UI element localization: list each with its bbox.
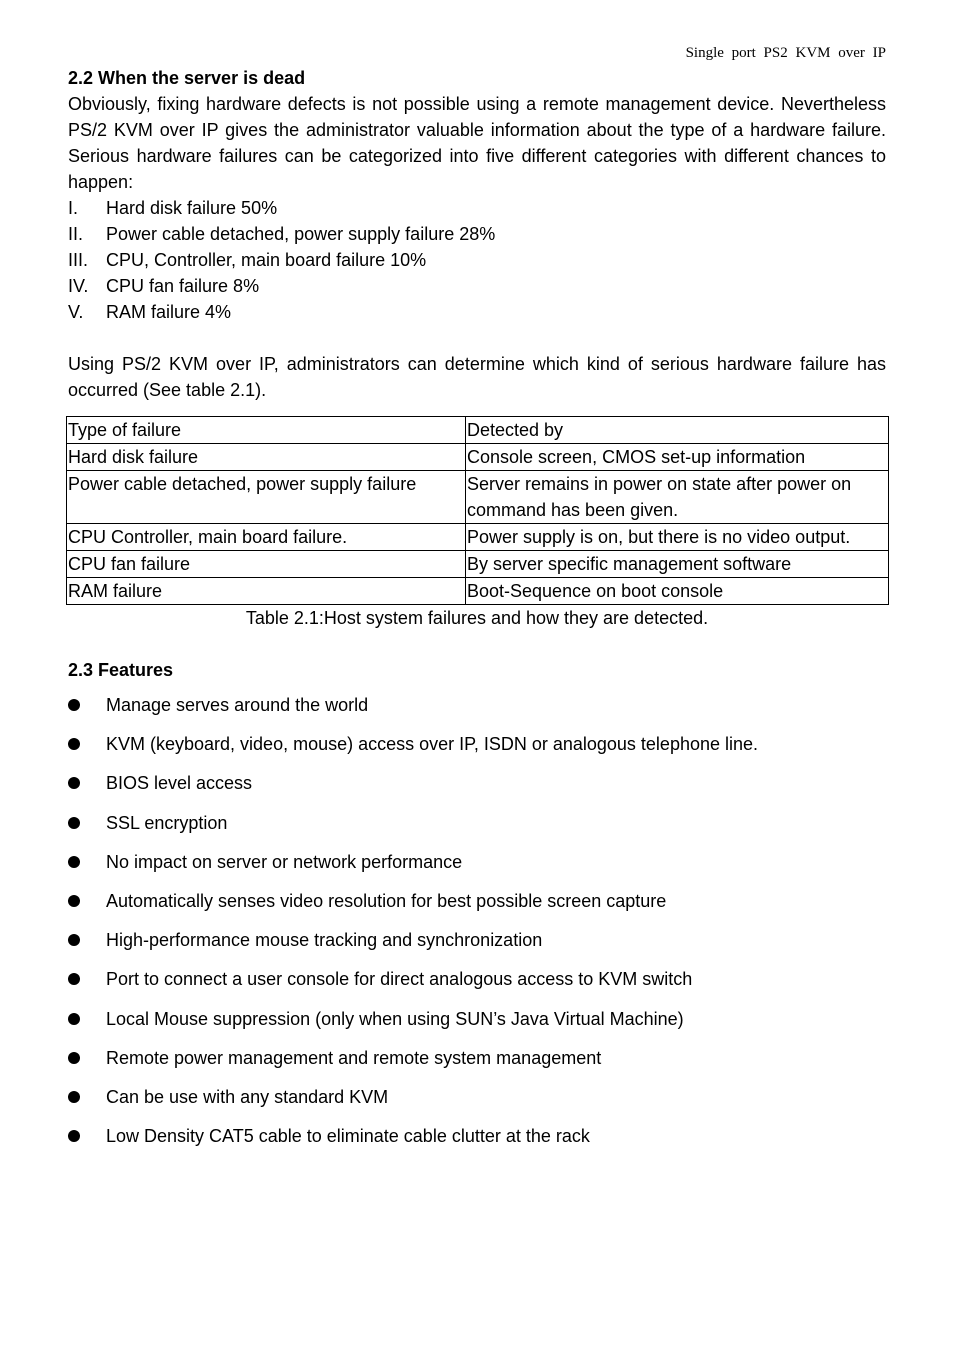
bullet-icon xyxy=(68,1052,80,1064)
list-number: V. xyxy=(68,302,84,322)
bullet-icon xyxy=(68,895,80,907)
feature-text: KVM (keyboard, video, mouse) access over IP, ISDN or analogous telephone line. xyxy=(106,734,759,755)
bullet-icon xyxy=(68,973,80,985)
list-text: Hard disk failure 50% xyxy=(106,198,278,218)
list-item xyxy=(68,195,886,221)
list-text: RAM failure 4% xyxy=(106,302,232,322)
list-item xyxy=(68,1084,886,1110)
table-cell: Server remains in power on state after power on command has been given. xyxy=(466,471,889,524)
section-heading-2-2: 2.2 When the server is dead xyxy=(68,68,306,88)
failure-categories-list xyxy=(68,195,886,325)
bullet-icon xyxy=(68,699,80,711)
table-cell: Boot-Sequence on boot console xyxy=(466,578,889,605)
list-item xyxy=(68,966,886,992)
feature-text: BIOS level access xyxy=(106,773,253,794)
bullet-icon xyxy=(68,738,80,750)
feature-text: Automatically senses video resolution for best possible screen capture xyxy=(106,890,667,911)
table-header-row xyxy=(67,417,889,444)
table-row xyxy=(67,578,889,605)
bullet-icon xyxy=(68,856,80,868)
feature-text: Local Mouse suppression (only when using SUN’s Java Virtual Machine) xyxy=(106,1008,684,1029)
table-row xyxy=(67,471,889,524)
table-reference-paragraph: Using PS/2 KVM over IP, administrators can determine which kind of serious hardware failure has occurred (See table 2.1). xyxy=(68,354,886,400)
list-item xyxy=(68,692,886,718)
list-item xyxy=(68,927,886,953)
running-header: Single port PS2 KVM over IP xyxy=(685,45,886,61)
list-item xyxy=(68,731,886,757)
list-item xyxy=(68,849,886,875)
bullet-icon xyxy=(68,1013,80,1025)
list-text: CPU, Controller, main board failure 10% xyxy=(106,250,427,270)
table-cell: CPU Controller, main board failure. xyxy=(67,524,466,551)
list-item xyxy=(68,1123,886,1149)
table-cell: RAM failure xyxy=(67,578,466,605)
feature-text: High-performance mouse tracking and synchronization xyxy=(106,930,543,951)
list-item xyxy=(68,273,886,299)
table-cell: Power supply is on, but there is no video output. xyxy=(466,524,889,551)
table-cell: Console screen, CMOS set-up information xyxy=(466,444,889,471)
bullet-icon xyxy=(68,934,80,946)
table-cell: Hard disk failure xyxy=(67,444,466,471)
table-row xyxy=(67,444,889,471)
list-text: CPU fan failure 8% xyxy=(106,276,260,296)
list-item xyxy=(68,770,886,796)
list-number: IV. xyxy=(68,276,89,296)
section-heading-2-3: 2.3 Features xyxy=(68,660,174,680)
features-list xyxy=(68,692,886,1149)
feature-text: Can be use with any standard KVM xyxy=(106,1086,389,1107)
feature-text: Low Density CAT5 cable to eliminate cable clutter at the rack xyxy=(106,1126,590,1147)
list-item xyxy=(68,299,886,325)
table-cell: Power cable detached, power supply failure xyxy=(67,471,466,524)
feature-text: Remote power management and remote system management xyxy=(106,1047,602,1068)
list-number: II. xyxy=(68,224,84,244)
list-number: I. xyxy=(68,198,79,218)
list-text: Power cable detached, power supply failure 28% xyxy=(106,224,496,244)
table-caption: Table 2.1:Host system failures and how they are detected. xyxy=(245,608,709,628)
bullet-icon xyxy=(68,1091,80,1103)
table-header-cell: Detected by xyxy=(466,417,889,444)
feature-text: SSL encryption xyxy=(106,812,228,833)
bullet-icon xyxy=(68,777,80,789)
list-item xyxy=(68,247,886,273)
list-item xyxy=(68,1006,886,1032)
list-item xyxy=(68,888,886,914)
bullet-icon xyxy=(68,1130,80,1142)
blank-line xyxy=(68,325,886,351)
failure-detection-table xyxy=(66,416,889,605)
table-cell: CPU fan failure xyxy=(67,551,466,578)
list-item xyxy=(68,1045,886,1071)
table-row xyxy=(67,524,889,551)
table-cell: By server specific management software xyxy=(466,551,889,578)
intro-paragraph: Obviously, fixing hardware defects is not possible using a remote management device. Nevertheless PS/2 KVM over IP gives the administrator valuable information about the type of a hardware failure. Serious hardware failures can be categorized into five different categories with different chances to happen: xyxy=(68,94,886,192)
list-item xyxy=(68,221,886,247)
page-content xyxy=(68,65,886,1162)
table-row xyxy=(67,551,889,578)
table-header-cell: Type of failure xyxy=(67,417,466,444)
feature-text: Manage serves around the world xyxy=(106,695,369,715)
feature-text: Port to connect a user console for direct analogous access to KVM switch xyxy=(106,969,693,990)
list-item xyxy=(68,810,886,836)
feature-text: No impact on server or network performance xyxy=(106,851,463,872)
bullet-icon xyxy=(68,817,80,829)
list-number: III. xyxy=(68,250,89,270)
